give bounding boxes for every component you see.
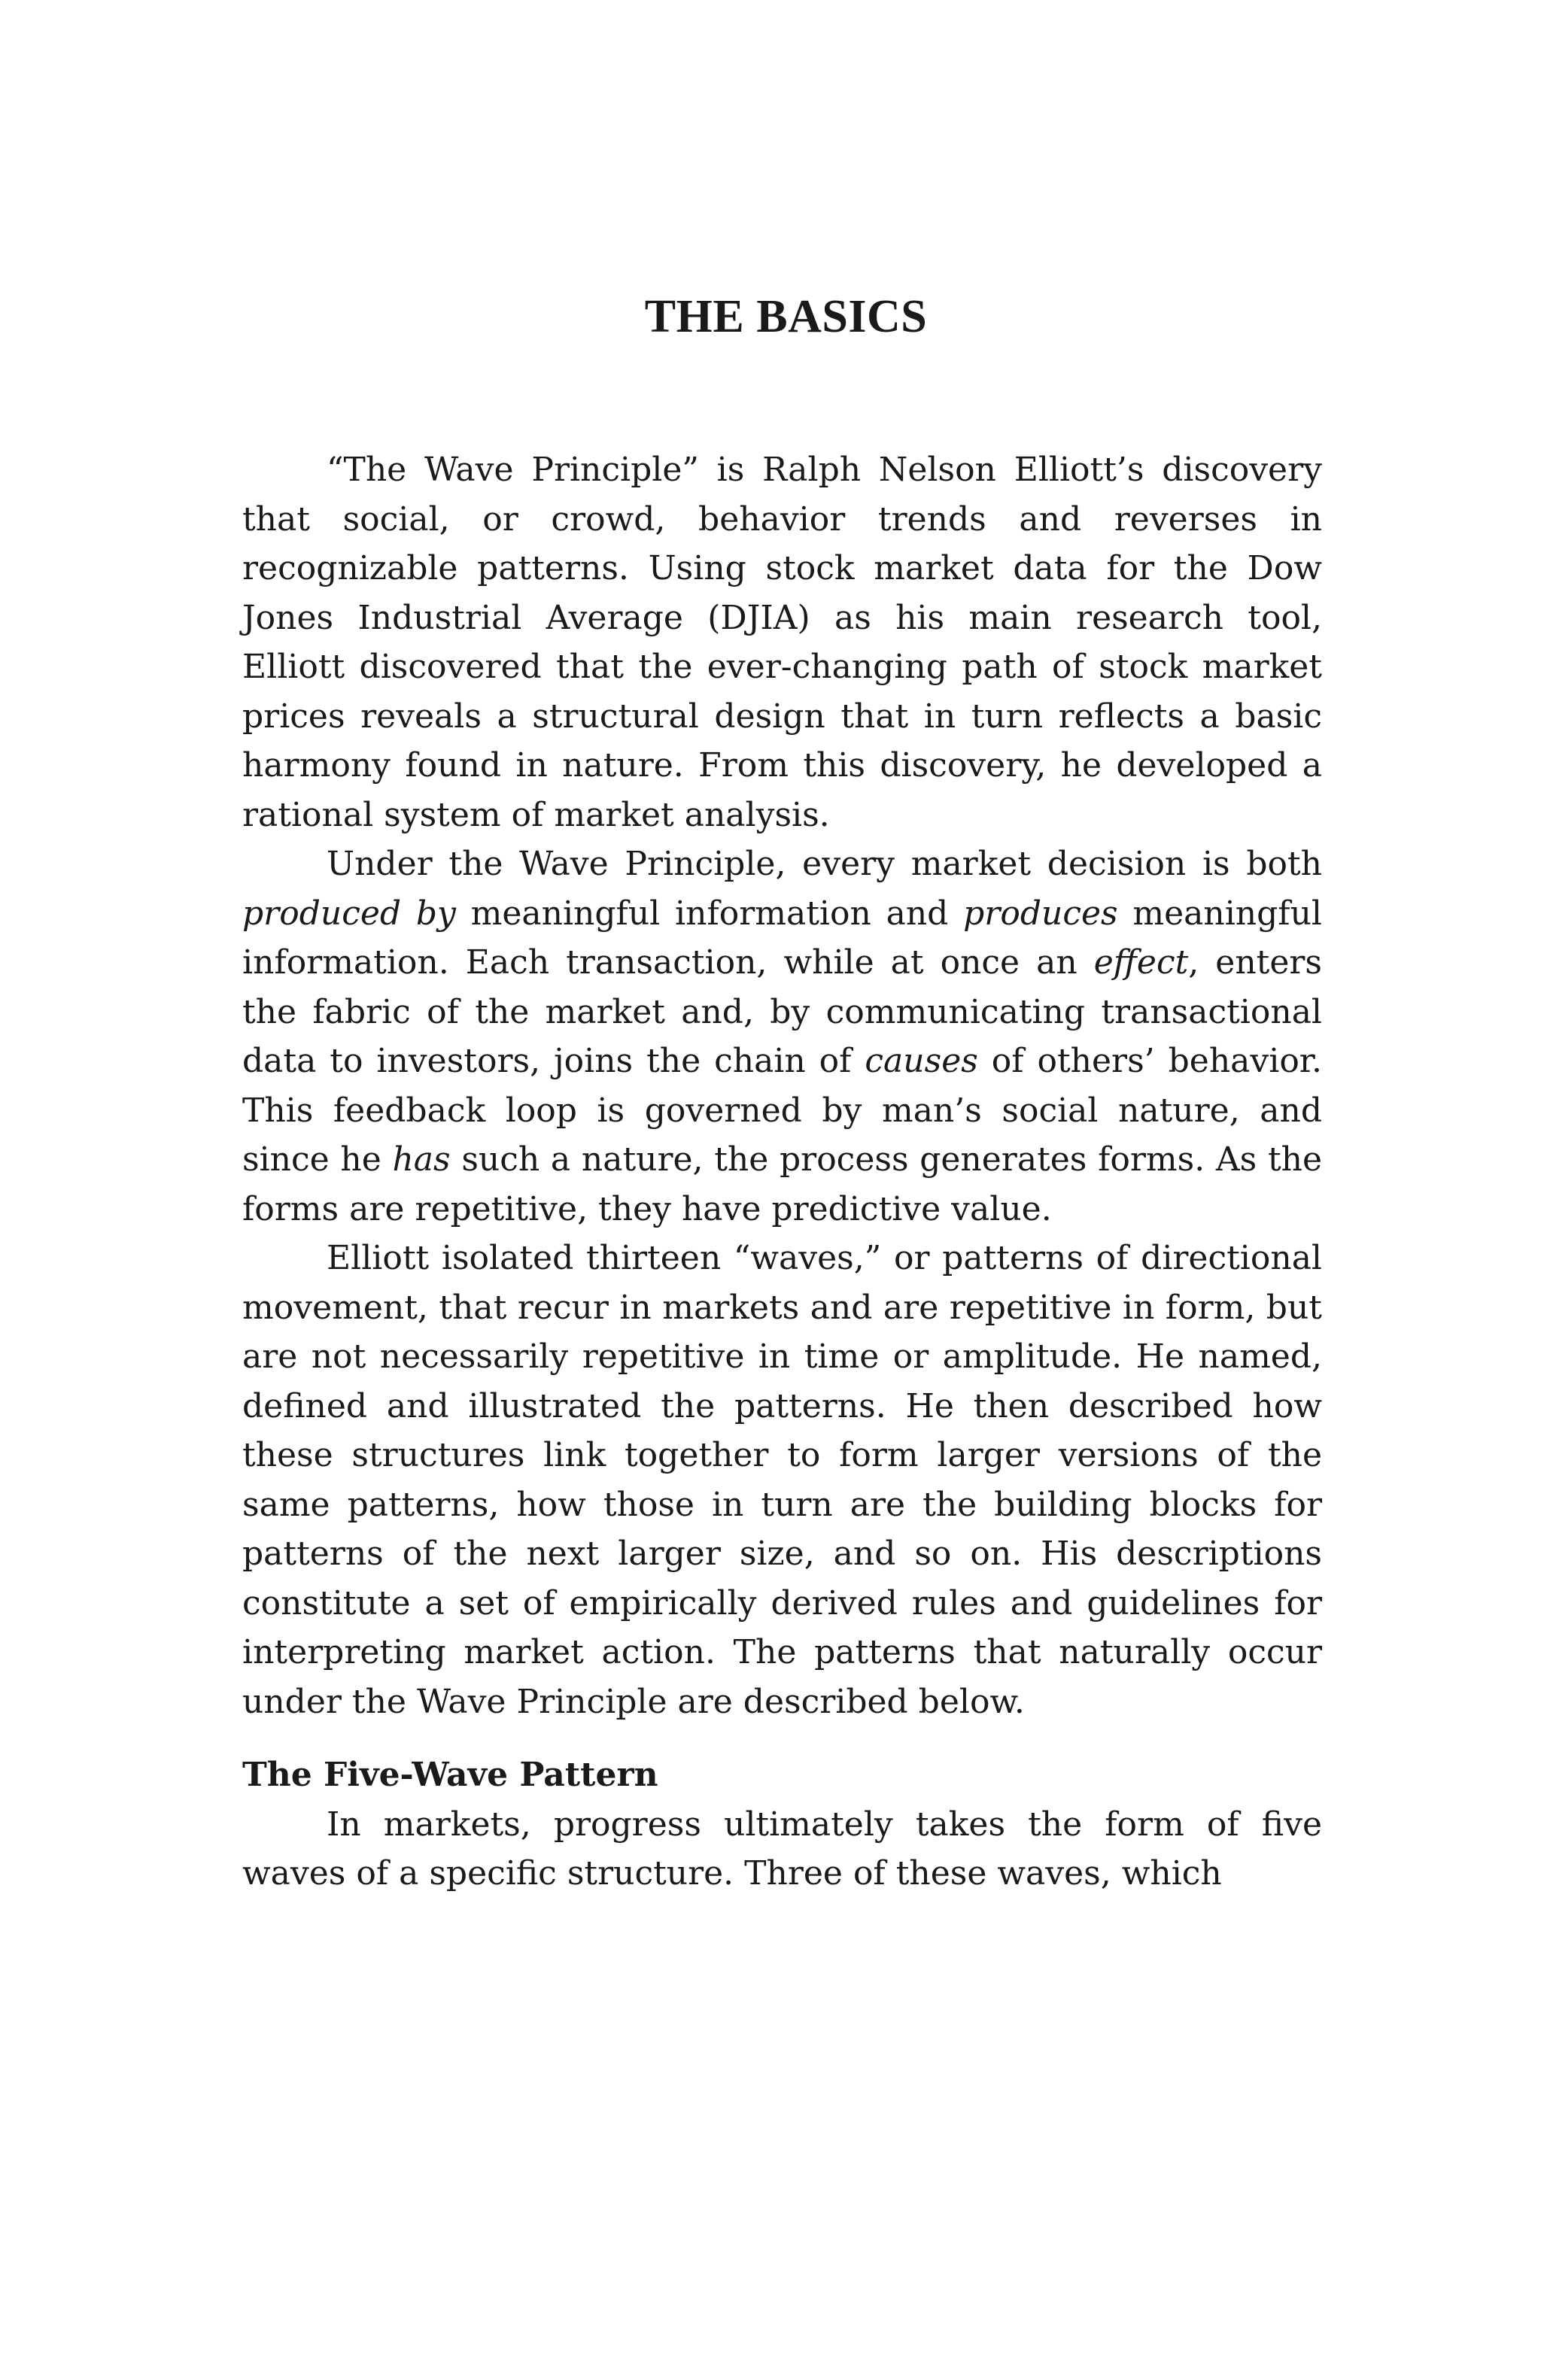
chapter-title: THE BASICS [644,291,928,342]
paragraph-wave-principle-intro: “The Wave Principle” is Ralph Nelson Elliott’s discovery that social, or crowd, behavior trends and reverses in recognizable patterns. Using stock market data for the Dow Jones Industrial Average (DJIA) as his main research tool, Elliott discovered that the ever-changing path of stock market prices reveals a structural design that in turn reflects a basic harmony found in nature. From this discovery, he developed a rational system of market analysis. [242,451,1322,834]
paragraph-thirteen-waves: Elliott isolated thirteen “waves,” or patterns of directional movement, that recur in markets and are repetitive in form, but are not necessarily repetitive in time or amplitude. He named, defined and illustrated the patterns. He then described how these structures link together to form larger versions of the same patterns, how those in turn are the building blocks for patterns of the next larger size, and so on. His descriptions constitute a set of empirically derived rules and guidelines for interpreting market action. The patterns that naturally occur under the Wave Principle are described below. [242,1239,1322,1721]
paragraph-five-wave-intro: In markets, progress ultimately takes the form of five waves of a specific structure. Three of these waves, which [242,1805,1322,1893]
text-run: Under the Wave Principle, every market decision is both [327,845,1322,883]
text-run: meaningful information and [455,894,964,933]
text-run: meaningful information. Each transaction, while at once an [242,894,1322,982]
text-run: of others’ behavior. This feedback loop is governed by man’s social nature, and since he [242,1042,1322,1179]
emphasis-text: effect [1093,943,1189,982]
text-run: , enters the fabric of the market and, by communicating transactional data to investors, joins the chain of [242,943,1322,1080]
text-run: such a nature, the process generates forms. As the forms are repetitive, they have predictive value. [242,1140,1322,1228]
page-content [242,293,1322,1899]
emphasis-text: produced by [242,894,456,933]
emphasis-text: has [392,1140,451,1179]
emphasis-text: causes [865,1042,978,1080]
emphasis-text: produces [963,894,1118,933]
paragraph-market-decision [242,839,1322,1234]
section-heading: The Five-Wave Pattern [242,1756,658,1794]
